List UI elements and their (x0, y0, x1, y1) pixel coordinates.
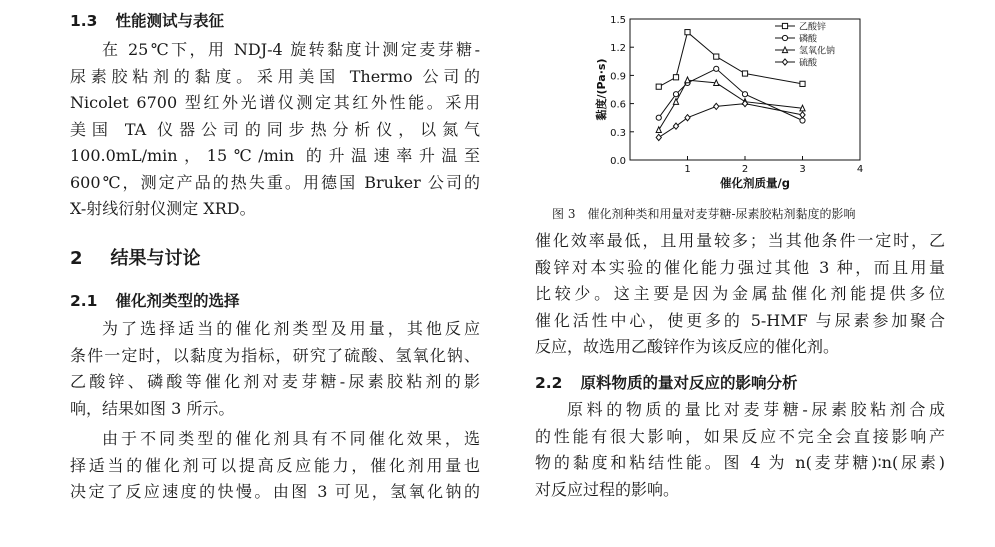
figure-3-chart (585, 10, 885, 195)
legend-label: 氢氧化钠 (799, 46, 836, 57)
text-line: 物的黏度和粘结性能。图 4 为 n(麦芽糖)∶n(尿素) (535, 453, 945, 472)
x-tick-label: 3 (799, 164, 806, 175)
y-tick-label: 0.6 (610, 99, 626, 111)
text-line: 对反应过程的影响。 (535, 479, 680, 499)
text-line: 600℃，测定产品的热失重。用德国 Bruker 公司的 (70, 172, 480, 192)
text-line: 催化效率最低，且用量较多；当其他条件一定时，乙 (535, 231, 945, 250)
section-title: 结果与讨论 (110, 248, 201, 269)
text-line: 催化活性中心，使更多的 5-HMF 与尿素参加聚合 (535, 310, 945, 330)
legend-label: 乙酸锌 (799, 22, 827, 33)
text-line: 条件一定时，以黏度为指标，研究了硫酸、氢氧化钠、 (70, 345, 480, 365)
data-point (742, 71, 747, 76)
data-point (656, 134, 661, 140)
legend-marker (782, 47, 787, 53)
y-tick-label: 1.5 (610, 15, 626, 26)
x-tick-label: 4 (856, 164, 864, 175)
data-point (800, 105, 805, 111)
data-point (685, 115, 690, 121)
y-tick-label: 0.3 (610, 127, 626, 139)
section-number: 1.3 (70, 12, 98, 30)
text-line: 为了选择适当的催化剂类型及用量，其他反应 (102, 319, 480, 338)
text-line: 原料的物质的量比对麦芽糖-尿素胶粘剂合成 (567, 400, 945, 419)
text-line: 响，结果如图 3 所示。 (70, 398, 235, 418)
paragraph-raw-material-ratio (535, 397, 945, 503)
y-tick-label: 1.2 (610, 43, 626, 55)
section-number: 2.2 (535, 374, 563, 392)
y-axis-label: 黏度/(Pa·s) (595, 58, 608, 121)
section-title: 性能测试与表征 (115, 12, 224, 30)
data-point (800, 81, 805, 86)
paragraph-catalyst-effect (70, 426, 480, 506)
series-line (659, 104, 803, 138)
legend-label: 磷酸 (799, 34, 818, 45)
section-number: 2 (70, 248, 83, 269)
paragraph-catalyst-selection (70, 316, 480, 422)
section-heading-1-3 (70, 9, 224, 31)
plot-frame (630, 19, 860, 160)
data-point (714, 103, 719, 109)
legend-marker (782, 23, 787, 28)
data-point (714, 80, 719, 86)
section-title: 原料物质的量对反应的影响分析 (580, 374, 798, 392)
text-line: 在 25℃下，用 NDJ-4 旋转黏度计测定麦芽糖- (102, 40, 480, 59)
data-point (714, 54, 719, 59)
text-line: X-射线衍射仪测定 XRD。 (70, 199, 256, 218)
text-line: 反应，故选用乙酸锌作为该反应的催化剂。 (535, 337, 840, 356)
data-point (673, 92, 678, 97)
data-point (714, 66, 719, 71)
chart-axes (594, 19, 860, 190)
data-point (673, 75, 678, 80)
text-line: Nicolet 6700 型红外光谱仪测定其红外性能。采用 (70, 93, 480, 112)
text-line: 100.0mL/min，15℃/min 的升温速率升温至 (70, 146, 480, 165)
data-point (673, 123, 678, 129)
legend-marker (782, 59, 787, 65)
data-point (673, 99, 678, 105)
text-line: 由于不同类型的催化剂具有不同催化效果，选 (102, 429, 480, 448)
figure-caption: 图 3 催化剂种类和用量对麦芽糖-尿素胶粘剂黏度的影响 (552, 207, 856, 221)
text-line: 决定了反应速度的快慢。由图 3 可见，氢氧化钠的 (70, 482, 480, 501)
paragraph-catalyst-conclusion (535, 228, 945, 361)
text-line: 比较少。这主要是因为金属盐催化剂能提供多位 (535, 284, 945, 303)
y-tick-label: 0.9 (610, 71, 626, 83)
text-line: 美国 TA 仪器公司的同步热分析仪，以氮气 (70, 119, 480, 139)
section-heading-2-2 (535, 371, 797, 393)
data-point (685, 30, 690, 35)
text-line: 的性能有很大影响，如果反应不完全会直接影响产 (535, 426, 945, 446)
data-point (656, 115, 661, 120)
paragraph-test-methods (70, 37, 480, 223)
section-heading-2-1 (70, 289, 239, 311)
x-tick-label: 1 (684, 164, 691, 175)
data-point (685, 77, 690, 83)
section-heading-2 (70, 244, 201, 270)
chart-legend (775, 21, 835, 69)
text-line: 尿素胶粘剂的黏度。采用美国 Thermo 公司的 (70, 66, 480, 86)
y-tick-label: 0.0 (610, 156, 626, 167)
text-line: 酸锌对本实验的催化能力强过其他 3 种，而且用量 (535, 257, 945, 277)
text-line: 乙酸锌、磷酸等催化剂对麦芽糖-尿素胶粘剂的影 (70, 372, 480, 391)
section-number: 2.1 (70, 292, 98, 310)
legend-marker (782, 35, 787, 40)
chart-ticks (610, 15, 863, 175)
series-line (659, 32, 803, 86)
chart-series (656, 30, 805, 141)
data-point (742, 92, 747, 97)
text-line: 择适当的催化剂可以提高反应能力，催化剂用量也 (70, 455, 480, 475)
section-title: 催化剂类型的选择 (115, 292, 240, 310)
legend-label: 硫酸 (799, 58, 818, 69)
data-point (656, 84, 661, 89)
data-point (800, 112, 805, 118)
series-line (659, 69, 803, 121)
x-axis-label: 催化剂质量/g (720, 176, 790, 190)
x-tick-label: 2 (741, 164, 749, 175)
